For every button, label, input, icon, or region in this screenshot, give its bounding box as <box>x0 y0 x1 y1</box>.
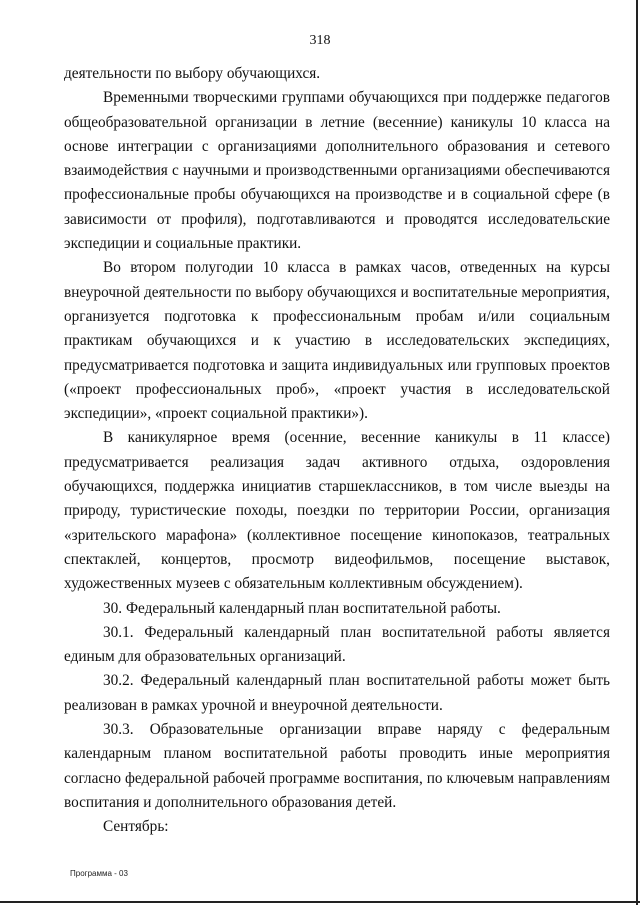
paragraph: В каникулярное время (осенние, весенние каникулы в 11 классе) предусматривается реализация задач активного отдыха, оздоровления обучающихся, поддержка инициатив старшеклассников, в том числе выезды на природу, туристические походы, поездки по территории России, организация «зрительского марафона» (коллективное посещение кинопоказов, театральных спектаклей, концертов, просмотр видеофильмов, посещение выставок, художественных музеев с обязательным коллективным обсуждением). <box>64 429 610 593</box>
paragraph: 30.1. Федеральный календарный план воспитательной работы является единым для образовательных организаций. <box>64 623 610 666</box>
document-body <box>64 62 610 840</box>
month-heading: Сентябрь: <box>103 818 169 836</box>
paragraph: Во втором полугодии 10 класса в рамках часов, отведенных на курсы внеурочной деятельности по выбору обучающихся и воспитательные мероприятия, организуется подготовка к профессиональным пробам и/или социальным практикам обучающихся и к участию в исследовательских экспедициях, предусматривается подготовка и защита индивидуальных или групповых проектов («проект профессиональных проб», «проект участия в исследовательской экспедиции», «проект социальной практики»). <box>64 259 610 423</box>
page-number: 318 <box>309 33 331 48</box>
scan-edge-right <box>636 0 638 905</box>
paragraph: 30.3. Образовательные организации вправе наряду с федеральным календарным планом воспитательной работы проводить иные мероприятия согласно федеральной рабочей программе воспитания, по ключевым направлениям воспитания и дополнительного образования детей. <box>64 721 610 811</box>
paragraph: деятельности по выбору обучающихся. <box>64 65 321 82</box>
paragraph: Временными творческими группами обучающихся при поддержке педагогов общеобразовательной организации в летние (весенние) каникулы 10 класса на основе интеграции с организациями дополнительного образования и сетевого взаимодействия с научными и производственными организациями обеспечиваются профессиональные пробы обучающихся на производстве и в социальной сфере (в зависимости от профиля), подготавливаются и проводятся исследовательские экспедиции и социальные практики. <box>64 89 610 253</box>
section-heading: 30. Федеральный календарный план воспитательной работы. <box>103 599 501 617</box>
footer-label: Программа - 03 <box>70 869 128 878</box>
paragraph: 30.2. Федеральный календарный план воспитательной работы может быть реализован в рамках урочной и внеурочной деятельности. <box>64 672 610 714</box>
scan-edge-bottom <box>0 901 640 903</box>
